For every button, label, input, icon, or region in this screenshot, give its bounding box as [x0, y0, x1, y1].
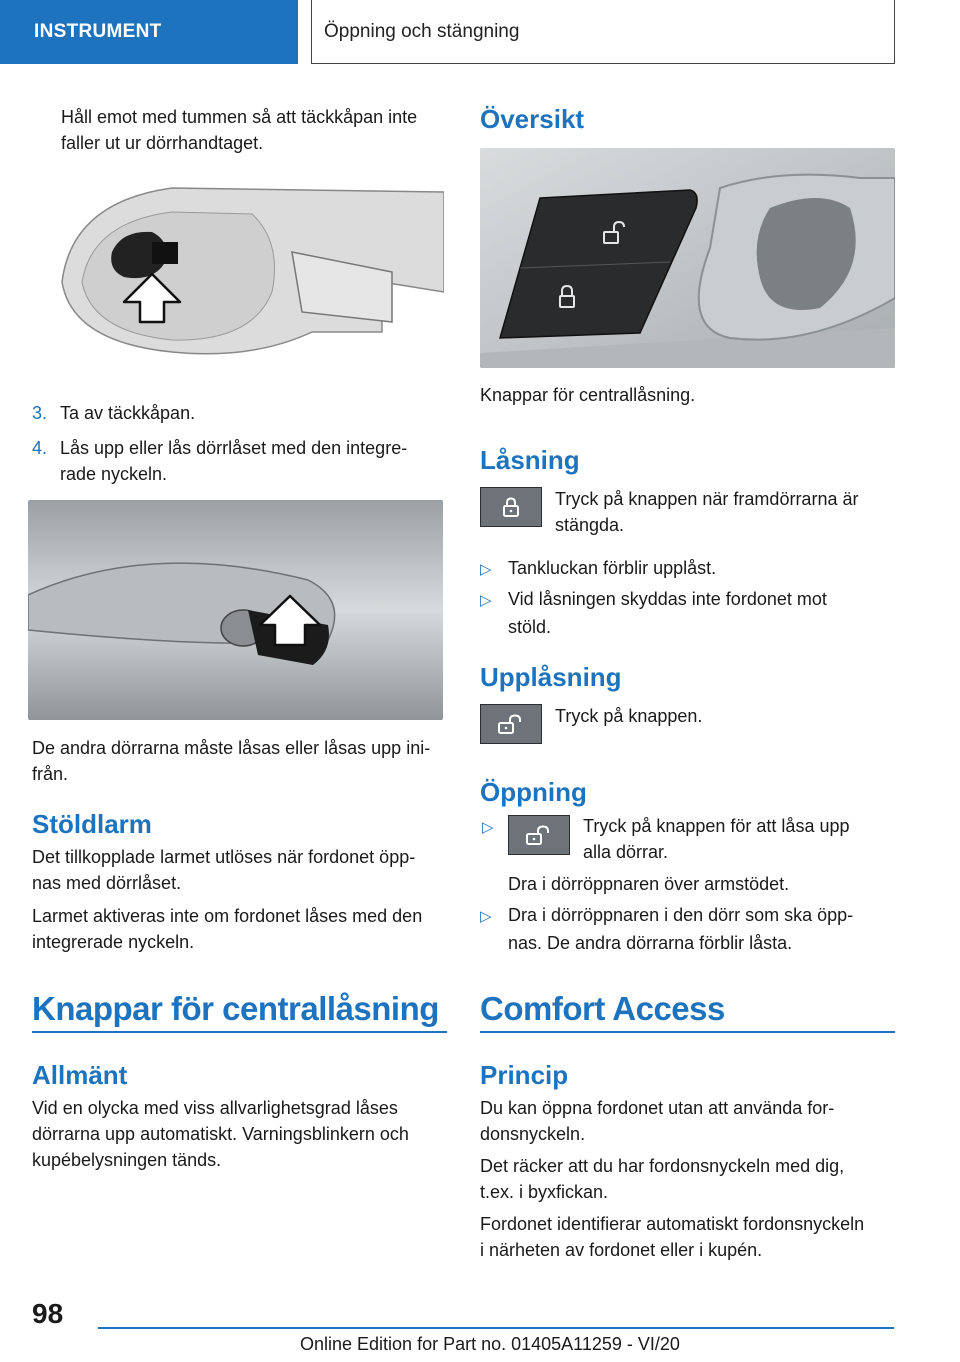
principle-heading: Princip	[480, 1060, 569, 1090]
general-heading: Allmänt	[32, 1060, 128, 1090]
opening-bullet-1-followup: Dra i dörröppnaren över armstödet.	[508, 874, 790, 894]
unlocking-heading: Upplåsning	[480, 662, 622, 692]
opening-bullet-1-marker: ▷	[482, 819, 494, 836]
lock-button-icon	[480, 487, 542, 527]
alarm-heading: Stöldlarm	[32, 809, 152, 839]
locking-heading: Låsning	[480, 445, 580, 475]
overview-caption: Knappar för centrallåsning.	[480, 385, 696, 405]
locking-bullet-1: ▷ Tankluckan förblir upplåst.	[480, 558, 717, 578]
overview-heading: Översikt	[480, 104, 585, 134]
opening-bullet-1-text: Tryck på knappen för att låsa upp alla dörrar.	[583, 816, 850, 862]
central-locking-heading: Knappar för centrallåsning	[32, 990, 439, 1027]
comfort-access-rule	[480, 1031, 895, 1033]
footer-edition: Online Edition for Part no. 01405A11259 - VI/20	[300, 1334, 680, 1354]
unlock-button-icon-2	[508, 815, 570, 855]
central-locking-buttons-photo	[480, 148, 895, 368]
door-lock-key-photo	[28, 500, 443, 720]
general-text: Vid en olycka med viss allvarlighetsgrad låses dörrarna upp automatiskt. Varningsblinkern och kupébelysningen tänds.	[32, 1098, 409, 1170]
step-3: 3. Ta av täckkåpan.	[32, 403, 196, 423]
principle-paragraph-3: Fordonet identifierar automatiskt fordonsnyckeln i närheten av fordonet eller i kupén.	[480, 1214, 865, 1260]
unlock-button-icon	[480, 704, 542, 744]
intro-text: Håll emot med tummen så att täckkåpan inte faller ut ur dörrhandtaget.	[61, 107, 418, 153]
principle-paragraph-2: Det räcker att du har fordonsnyckeln med dig, t.ex. i byxfickan.	[480, 1156, 845, 1202]
unlocking-text: Tryck på knappen.	[555, 706, 703, 726]
alarm-paragraph-2: Larmet aktiveras inte om fordonet låses med den integrerade nyckeln.	[32, 906, 423, 952]
door-handle-cover-illustration	[52, 182, 444, 360]
locking-text: Tryck på knappen när framdörrarna är stängda.	[555, 489, 859, 535]
opening-heading: Öppning	[480, 777, 587, 807]
chapter-tab	[311, 0, 895, 64]
step-4: 4. Lås upp eller lås dörrlåset med den integre‐ rade nyckeln.	[32, 438, 408, 484]
principle-paragraph-1: Du kan öppna fordonet utan att använda for‐ donsnyckeln.	[480, 1098, 835, 1144]
central-locking-rule	[32, 1031, 447, 1033]
chapter-title: Öppning och stängning	[324, 20, 520, 42]
comfort-access-heading: Comfort Access	[480, 990, 725, 1027]
opening-bullet-2: ▷ Dra i dörröppnaren i den dörr som ska öpp‐ nas. De andra dörrarna förblir låsta.	[480, 905, 854, 953]
page-number: 98	[32, 1298, 64, 1329]
alarm-paragraph-1: Det tillkopplade larmet utlöses när fordonet öpp‐ nas med dörrlåset.	[32, 847, 416, 893]
footer-rule	[98, 1327, 894, 1329]
section-title: INSTRUMENT	[34, 21, 162, 42]
section-tab	[0, 0, 298, 64]
locking-bullet-2: ▷ Vid låsningen skyddas inte fordonet mot stöld.	[480, 589, 827, 637]
other-doors-text: De andra dörrarna måste låsas eller låsas upp ini‐ från.	[32, 738, 431, 784]
